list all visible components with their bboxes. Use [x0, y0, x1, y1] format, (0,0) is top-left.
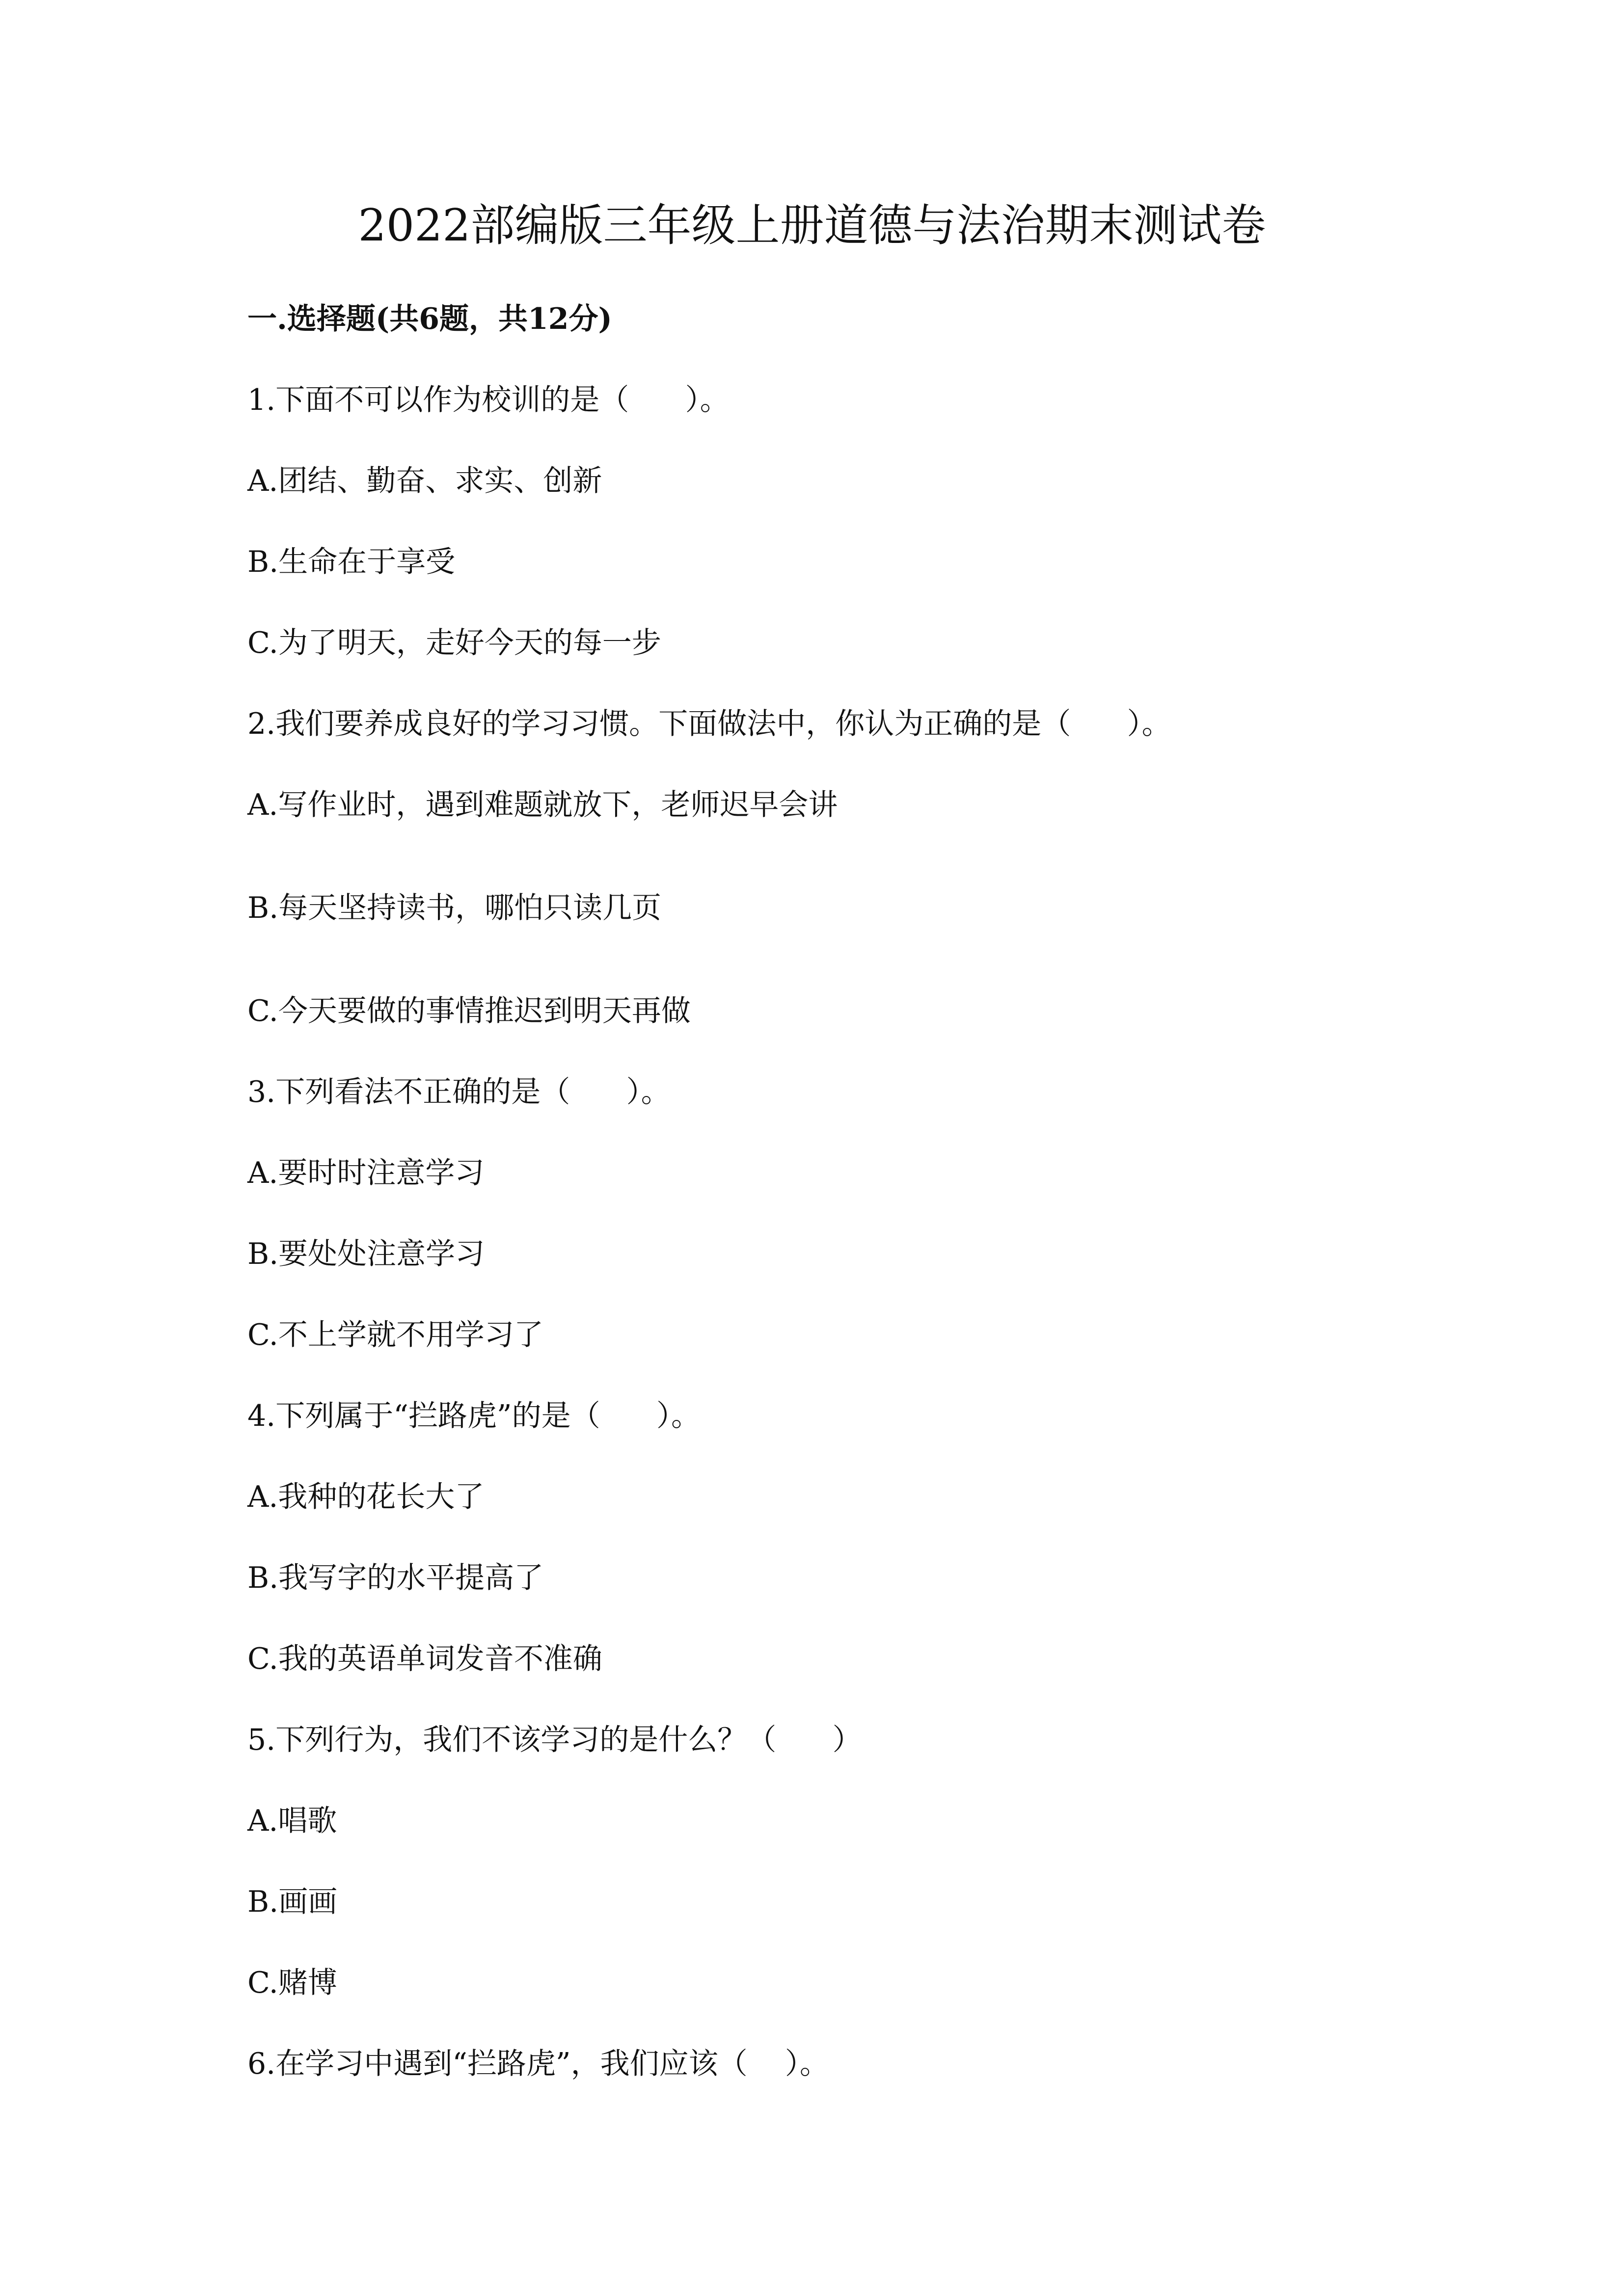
question-2-option-c: C.今天要做的事情推迟到明天再做 — [247, 994, 691, 1028]
question-2-stem: 2.我们要养成良好的学习习惯。下面做法中，你认为正确的是（ ）。 — [247, 707, 1171, 741]
section-heading: 一.选择题(共6题，共12分) — [247, 302, 612, 336]
question-2-option-a: A.写作业时，遇到难题就放下，老师迟早会讲 — [247, 788, 838, 822]
question-1-option-a: A.团结、勤奋、求实、创新 — [247, 464, 602, 498]
question-4-option-a: A.我种的花长大了 — [247, 1480, 485, 1514]
question-4-option-b: B.我写字的水平提高了 — [247, 1561, 544, 1595]
question-3-option-c: C.不上学就不用学习了 — [247, 1318, 543, 1352]
question-1-stem: 1.下面不可以作为校训的是（ ）。 — [247, 383, 730, 417]
question-1-option-c: C.为了明天，走好今天的每一步 — [247, 626, 661, 660]
question-5-option-a: A.唱歌 — [247, 1804, 337, 1838]
question-5-option-b: B.画画 — [247, 1885, 338, 1919]
page-title: 2022部编版三年级上册道德与法治期末测试卷 — [358, 200, 1266, 251]
question-3-option-a: A.要时时注意学习 — [247, 1156, 485, 1190]
question-1-option-b: B.生命在于享受 — [247, 545, 456, 579]
question-4-option-c: C.我的英语单词发音不准确 — [247, 1642, 602, 1676]
question-5-stem: 5.下列行为，我们不该学习的是什么？（ ） — [247, 1723, 862, 1757]
question-3-option-b: B.要处处注意学习 — [247, 1237, 485, 1271]
question-2-option-b: B.每天坚持读书，哪怕只读几页 — [247, 891, 662, 925]
question-6-stem: 6.在学习中遇到“拦路虎”，我们应该（ ）。 — [247, 2047, 829, 2081]
question-5-option-c: C.赌博 — [247, 1966, 337, 2000]
question-4-stem: 4.下列属于“拦路虎”的是（ ）。 — [247, 1399, 701, 1433]
question-3-stem: 3.下列看法不正确的是（ ）。 — [247, 1075, 671, 1109]
